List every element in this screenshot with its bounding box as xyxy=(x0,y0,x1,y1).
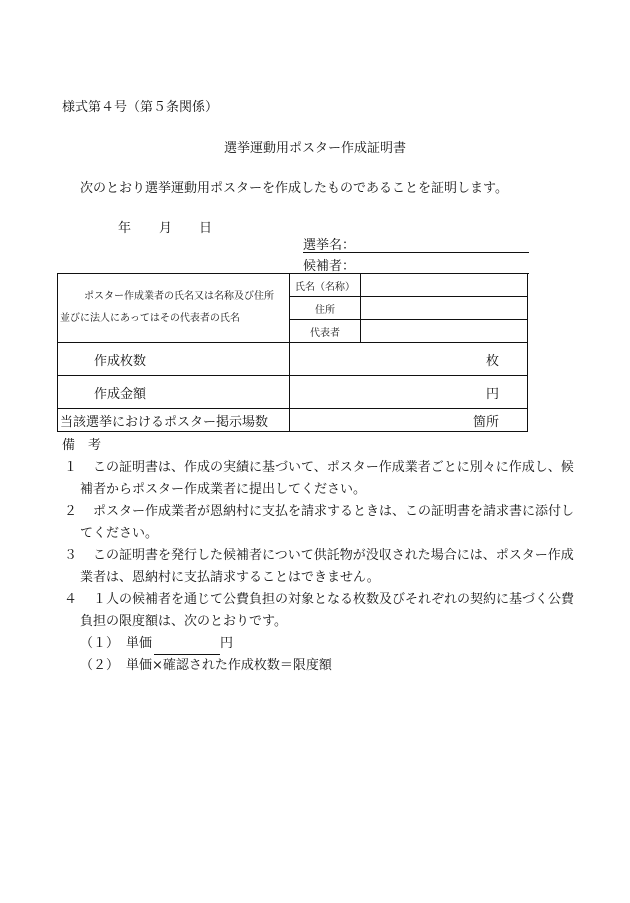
intro-text: 次のとおり選挙運動用ポスターを作成したものであることを証明します。 xyxy=(80,181,508,196)
sub-item-number: （２） xyxy=(80,658,120,673)
remark-text: １人の候補者を通じて公費負担の対象となる枚数及びそれぞれの契約に基づく公費負担の限度額は、次のとおりです。 xyxy=(80,592,575,629)
limit-formula: 単価×確認された作成枚数＝限度額 xyxy=(126,658,332,673)
operator-label-cell xyxy=(58,274,290,343)
address-value xyxy=(361,297,528,320)
date-month: 月 xyxy=(159,221,173,236)
amount-unit: 円 xyxy=(290,376,528,409)
table-row xyxy=(58,343,528,376)
representative-value xyxy=(361,320,528,343)
unit-price-unit: 円 xyxy=(220,636,234,651)
operator-label-line2: 並びに法人にあってはその代表者の氏名 xyxy=(60,313,240,324)
remark-item xyxy=(62,589,582,633)
remarks-heading: 備 考 xyxy=(62,438,102,453)
remark-item xyxy=(62,501,582,545)
places-label: 当該選挙におけるポスター掲示場数 xyxy=(58,409,290,432)
address-label: 住所 xyxy=(290,297,361,320)
amount-label: 作成金額 xyxy=(58,376,290,409)
count-unit: 枚 xyxy=(290,343,528,376)
certificate-table xyxy=(57,273,528,432)
sub-item-number: （１） xyxy=(80,636,120,651)
date-day: 日 xyxy=(199,221,213,236)
election-name-line xyxy=(303,234,529,253)
form-number: 様式第４号（第５条関係） xyxy=(62,100,219,115)
unit-price-label: 単価 xyxy=(126,636,153,651)
name-label: 氏名（名称） xyxy=(290,274,361,297)
remark-item xyxy=(62,457,582,501)
table-row xyxy=(58,376,528,409)
candidate-label: 候補者： xyxy=(303,259,356,274)
sub-item-limit-formula xyxy=(62,655,582,677)
remark-text: ポスター作成業者が恩納村に支払を請求するときは、この証明書を請求書に添付してください。 xyxy=(80,504,575,541)
count-label: 作成枚数 xyxy=(58,343,290,376)
name-value xyxy=(361,274,528,297)
remark-text: この証明書は、作成の実績に基づいて、ポスター作成業者ごとに別々に作成し、候補者からポスター作成業者に提出してください。 xyxy=(80,460,574,497)
table-row xyxy=(58,274,528,297)
remark-item xyxy=(62,545,582,589)
operator-label-line1: ポスター作成業者の氏名又は名称及び住所 xyxy=(84,291,274,302)
places-unit: 箇所 xyxy=(290,409,528,432)
representative-label: 代表者 xyxy=(290,320,361,343)
election-name-label: 選挙名： xyxy=(303,238,356,253)
remark-text: この証明書を発行した候補者について供託物が没収された場合には、ポスター作成業者は、恩納村に支払請求することはできません。 xyxy=(80,548,574,585)
remarks-section xyxy=(62,434,582,677)
remark-number: ２ xyxy=(64,504,78,519)
document-title: 選挙運動用ポスター作成証明書 xyxy=(223,141,406,156)
date-year: 年 xyxy=(118,221,132,236)
remark-number: ４ xyxy=(64,592,78,607)
sub-item-unit-price xyxy=(62,633,582,655)
remark-number: １ xyxy=(64,460,78,475)
candidate-line xyxy=(303,255,529,274)
unit-price-blank xyxy=(154,640,220,655)
table-row xyxy=(58,409,528,432)
remark-number: ３ xyxy=(64,548,78,563)
